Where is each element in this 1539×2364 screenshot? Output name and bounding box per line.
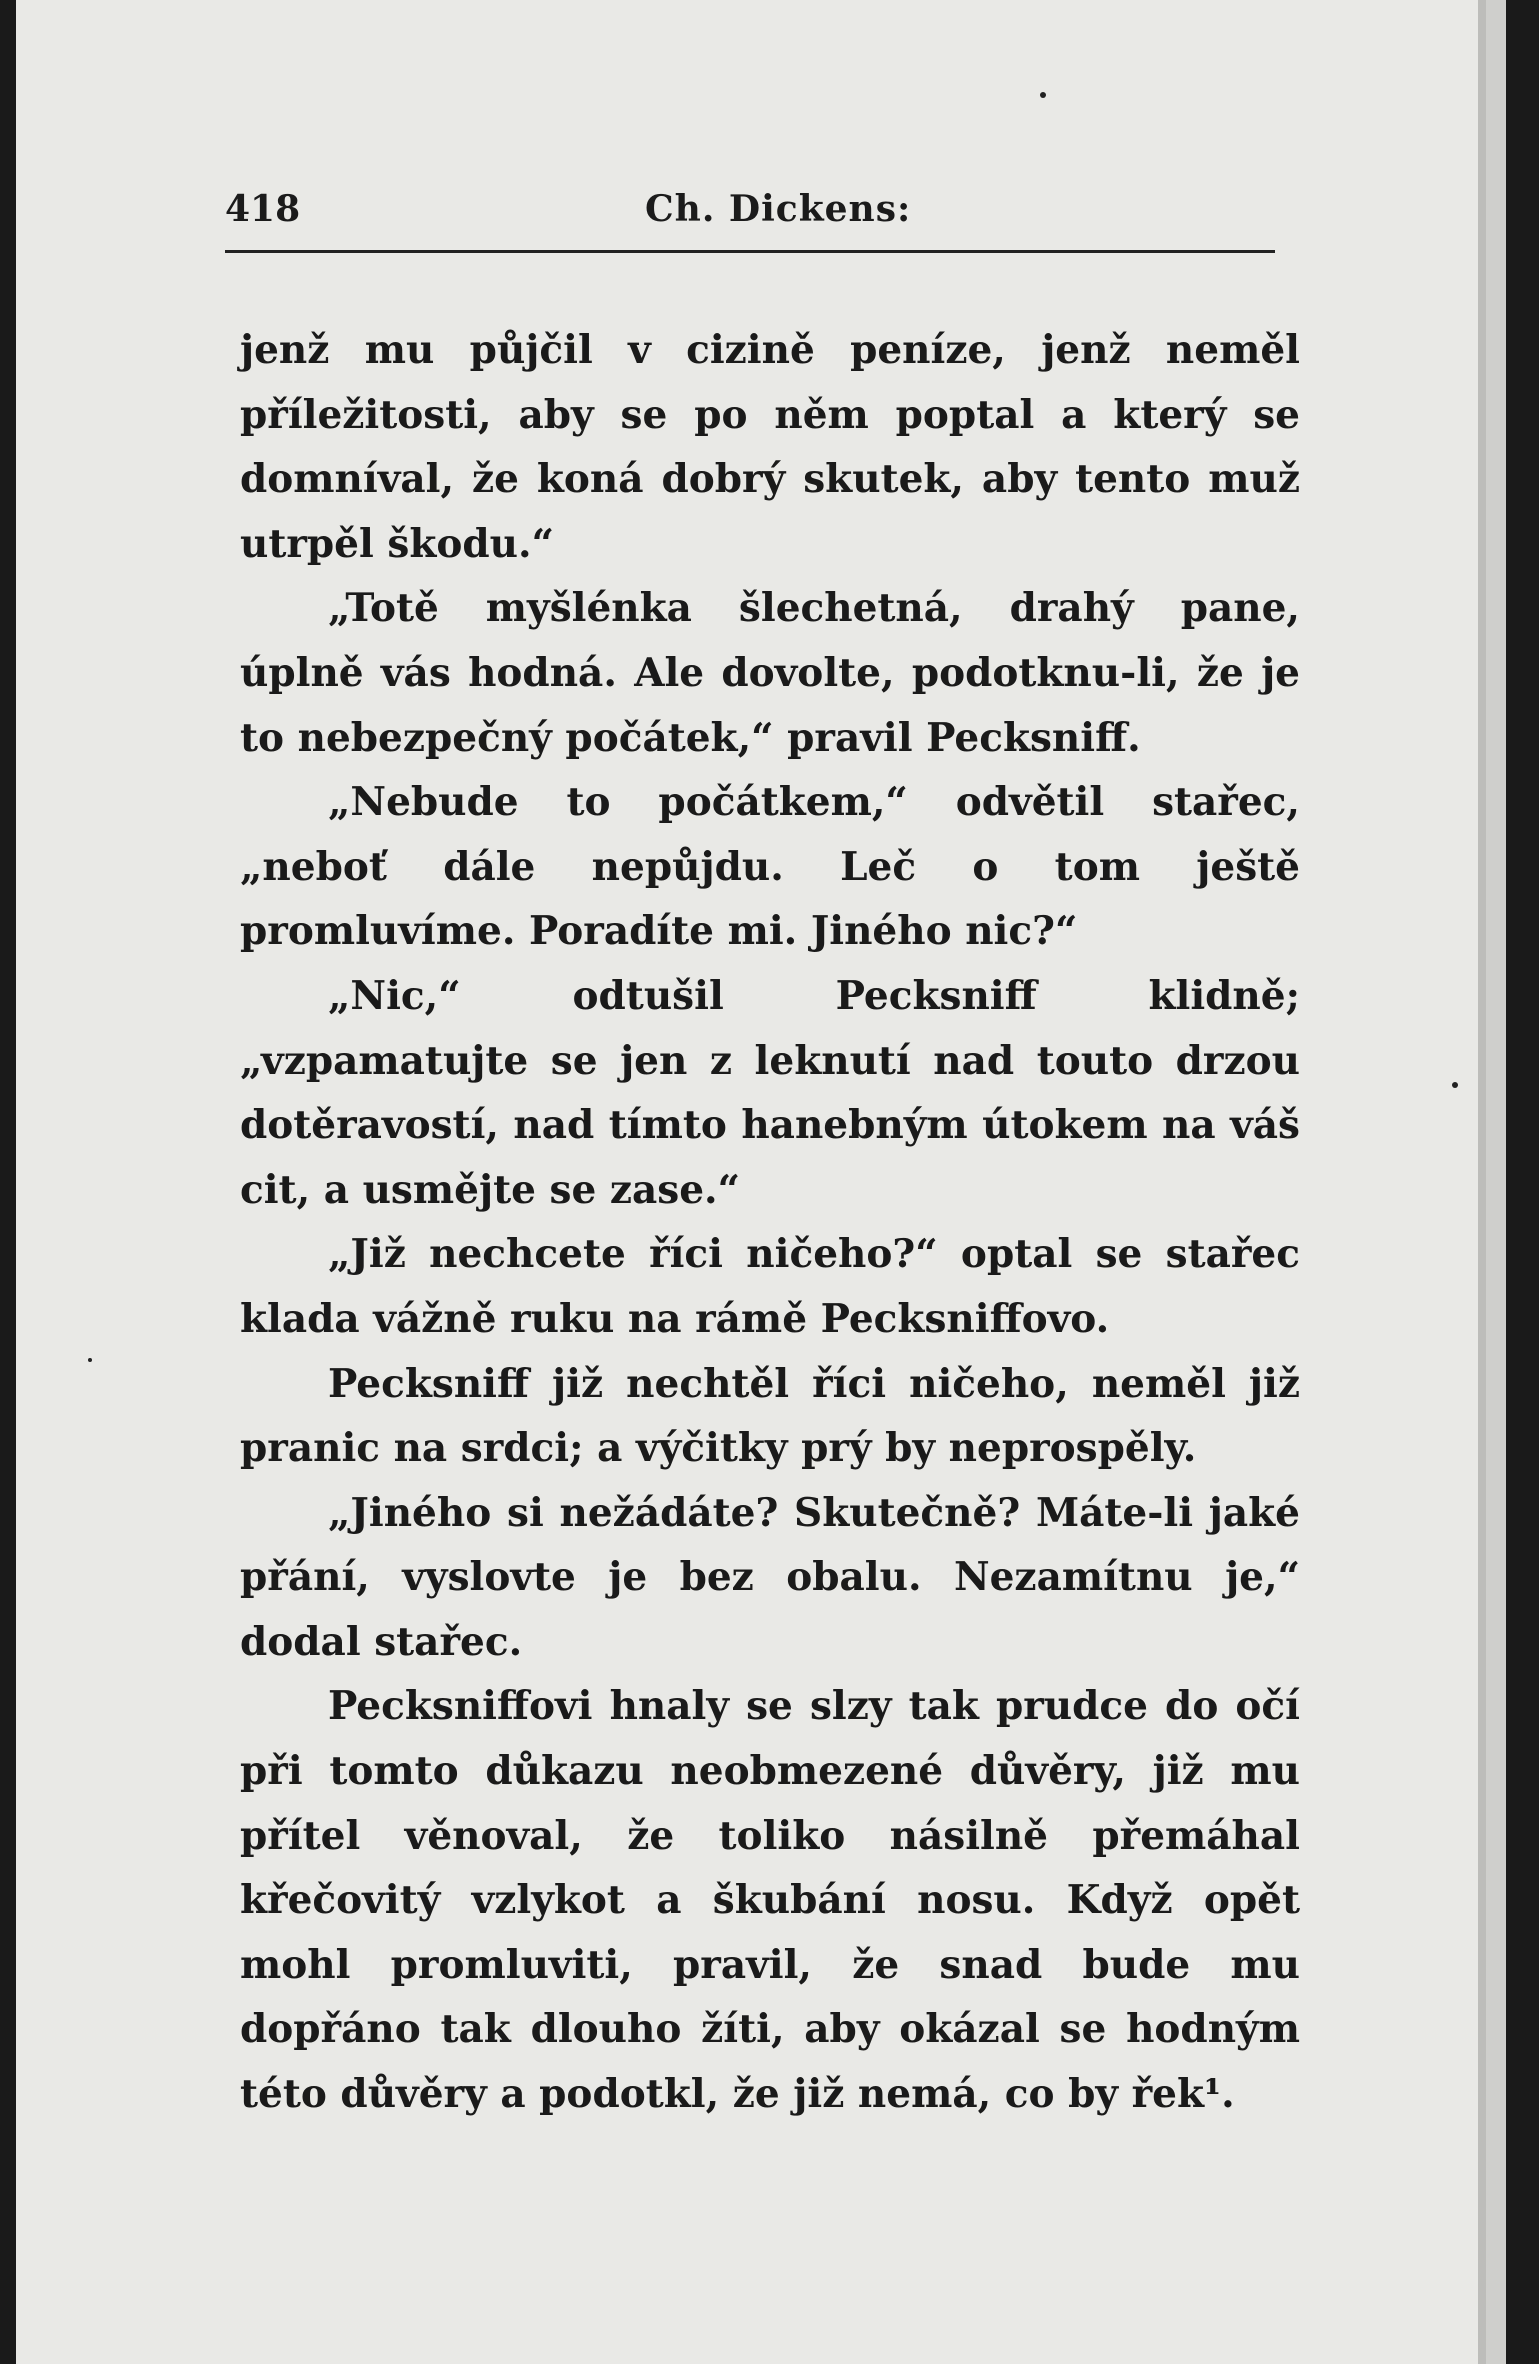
page-edge [1486, 0, 1506, 2364]
body-text [240, 318, 1300, 2127]
ink-speck [1452, 1082, 1458, 1088]
header-rule [225, 250, 1275, 253]
paragraph-5: „Již nechcete říci ničeho?“ optal se stařec klada vážně ruku na rámě Pecksniffovo. [240, 1231, 1300, 1342]
paragraph-3: „Nebude to počátkem,“ odvětil stařec, „neboť dále nepůjdu. Leč o tom ještě promluvíme. Poradíte mi. Jiného nic?“ [240, 779, 1300, 955]
ink-speck [1040, 92, 1046, 98]
ink-speck [88, 1358, 92, 1362]
paragraph-6: Pecksniff již nechtěl říci ničeho, neměl již pranic na srdci; a výčitky prý by neprospěly. [240, 1360, 1300, 1472]
paragraph-7: „Jiného si nežádáte? Skutečně? Máte-li jaké přání, vyslovte je bez obalu. Nezamítnu je,“ dodal stařec. [240, 1489, 1300, 1665]
running-head: Ch. Dickens: [645, 188, 912, 230]
paragraph-8: Pecksniffovi hnaly se slzy tak prudce do očí při tomto důkazu neobmezené důvěry, již mu přítel věnoval, že toliko násilně přemáhal křečovitý vzlykot a škubání nosu. Když opět mohl promluviti, pravil, že snad bude mu dopřáno tak dlouho žíti, aby okázal se hodným této důvěry a podotkl, že již nemá, co by řek¹. [240, 1683, 1300, 2118]
page-number: 418 [225, 188, 301, 230]
paragraph-1: jenž mu půjčil v cizině peníze, jenž neměl příležitosti, aby se po něm poptal a který se domníval, že koná dobrý skutek, aby tento muž utrpěl škodu.“ [240, 327, 1300, 567]
paragraph-2: „Totě myšlénka šlechetná, drahý pane, úplně vás hodná. Ale dovolte, podotknu-li, že je to nebezpečný počátek,“ pravil Pecksniff. [240, 585, 1300, 761]
page-header [225, 188, 1275, 248]
paragraph-4: „Nic,“ odtušil Pecksniff klidně; „vzpamatujte se jen z leknutí nad touto drzou dotěravostí, nad tímto hanebným útokem na váš cit, a usmějte se zase.“ [240, 972, 1300, 1213]
